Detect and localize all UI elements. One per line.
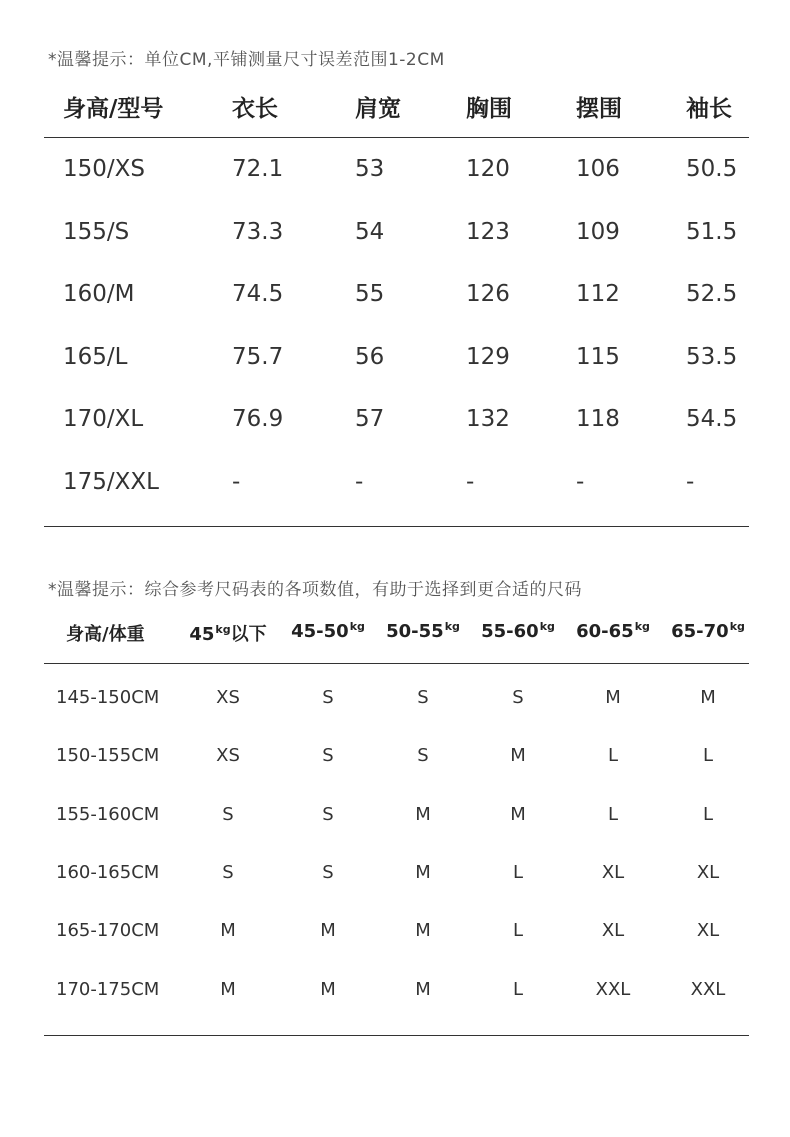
table-cell: 132 [466,406,510,432]
column-header: $45-50^{kg}$ [291,620,365,642]
table-cell: L [512,861,524,883]
header-divider [44,137,749,138]
column-header: 摆围 [576,96,622,122]
recommendation-note: *温馨提示：综合参考尺码表的各项数值，有助于选择到更合适的尺码 [48,580,582,600]
table-cell: M [320,920,336,942]
column-header: $50-55^{kg}$ [386,620,460,642]
unit-superscript: kg [349,620,365,633]
table-bottom-divider [44,526,749,527]
column-header: $65-70^{kg}$ [671,620,745,642]
table-cell: L [607,803,619,825]
table-cell: M [415,920,431,942]
table-cell: 112 [576,281,620,307]
table-cell: 106 [576,156,620,182]
table-cell: S [512,687,524,708]
table-cell: 165/L [63,343,128,370]
table-cell: M [605,687,621,708]
table-cell: 170/XL [63,406,144,432]
table-cell: XS [216,745,240,767]
table-cell: M [700,687,716,708]
table-cell: - [232,468,241,495]
table-cell: XL [601,861,625,883]
table-cell: L [702,803,714,825]
table-cell: XL [696,861,720,883]
table-cell: - [355,468,364,495]
column-header: 衣长 [232,96,278,122]
table-cell: L [512,978,524,1000]
table-cell: S [417,745,429,767]
unit-superscript: kg [729,620,745,633]
table-cell: 120 [466,156,510,182]
table-cell: 74.5 [232,281,284,307]
column-header: $60-65^{kg}$ [576,620,650,642]
table-cell: - [576,468,585,495]
table-cell: 76.9 [232,406,284,432]
unit-superscript: kg [539,620,555,633]
table-cell: M [415,861,431,883]
table-cell: 55 [355,281,385,307]
table-cell: 52.5 [686,281,738,307]
table-cell: XXL [690,978,726,1000]
table-cell: 118 [576,406,620,432]
table-cell: S [322,745,334,767]
column-header: 肩宽 [355,96,401,122]
table-cell: 155/S [63,218,130,245]
table-cell: 129 [466,343,510,370]
table-cell: L [702,745,714,767]
table-cell: S [222,861,234,883]
table-cell: L [607,745,619,767]
table-cell: S [222,803,234,825]
table-cell: 53.5 [686,343,738,370]
table-cell: M [415,978,431,1000]
table-cell: 109 [576,218,620,245]
table-cell: M [510,803,526,825]
measurement-note: *温馨提示：单位CM,平铺测量尺寸误差范围1-2CM [48,50,445,70]
table-cell: M [510,745,526,767]
table-cell: S [322,861,334,883]
table-bottom-divider [44,1035,749,1036]
table-cell: S [417,687,429,708]
table-cell: 170-175CM [56,978,160,1000]
table-cell: 155-160CM [56,803,160,825]
table-cell: 123 [466,218,510,245]
table-cell: 51.5 [686,218,738,245]
table-cell: M [320,978,336,1000]
column-header: 身高/体重 [66,624,145,645]
table-cell: - [466,468,475,495]
table-cell: - [686,468,695,495]
table-cell: M [220,920,236,942]
table-cell: XS [216,687,240,708]
table-cell: 73.3 [232,218,284,245]
table-cell: 53 [355,156,385,182]
column-header: 袖长 [686,96,732,122]
unit-superscript: kg [634,620,650,633]
column-header: $55-60^{kg}$ [481,620,555,642]
table-cell: 160/M [63,281,135,307]
table-cell: M [220,978,236,1000]
column-header: $45^{kg}$以下 [189,623,267,645]
table-cell: XL [601,920,625,942]
table-cell: 175/XXL [63,468,159,495]
table-cell: S [322,803,334,825]
table-cell: 75.7 [232,343,284,370]
column-header: 胸围 [466,96,512,122]
table-cell: XL [696,920,720,942]
column-header: 身高/型号 [63,96,164,122]
table-cell: 57 [355,406,385,432]
table-cell: L [512,920,524,942]
table-cell: 115 [576,343,620,370]
table-cell: 56 [355,343,385,370]
table-cell: 145-150CM [56,687,160,708]
table-cell: M [415,803,431,825]
unit-superscript: kg [215,623,231,636]
table-cell: XXL [595,978,631,1000]
table-cell: S [322,687,334,708]
header-divider [44,663,749,664]
table-cell: 150-155CM [56,745,160,767]
table-cell: 72.1 [232,156,284,182]
table-cell: 50.5 [686,156,738,182]
table-cell: 54.5 [686,406,738,432]
table-cell: 54 [355,218,385,245]
table-cell: 160-165CM [56,861,160,883]
table-cell: 126 [466,281,510,307]
table-cell: 150/XS [63,156,146,182]
unit-superscript: kg [444,620,460,633]
table-cell: 165-170CM [56,920,160,942]
